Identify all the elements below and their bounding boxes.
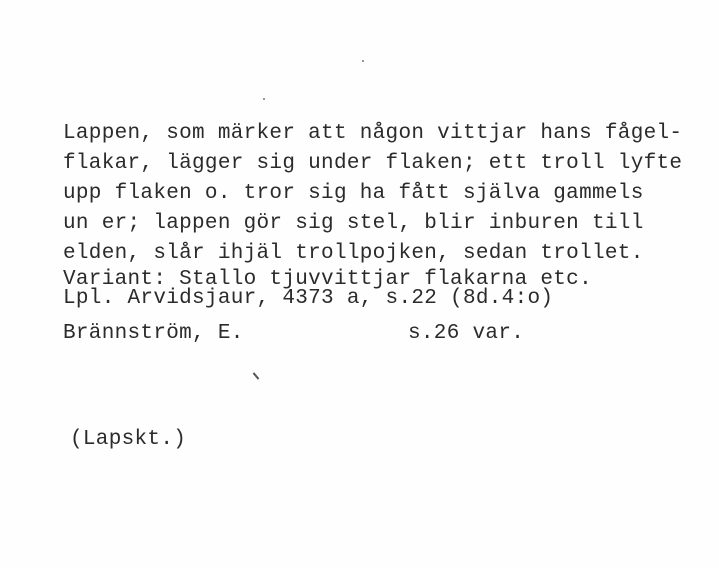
- ink-tick-mark: [253, 372, 260, 379]
- collector-name: Brännström, E.: [63, 322, 244, 345]
- body-line-2: flakar, lägger sig under flaken; ett troll lyfte: [63, 152, 683, 175]
- page-reference: s.26 var.: [408, 322, 525, 345]
- body-line-5: elden, slår ihjäl trollpojken, sedan trollet.: [63, 242, 644, 265]
- source-line: Lpl. Arvidsjaur, 4373 a, s.22 (8d.4:o): [63, 287, 554, 310]
- body-line-4: un er; lappen gör sig stel, blir inburen till: [63, 212, 644, 235]
- ink-speck: [362, 60, 364, 62]
- category-label: (Lapskt.): [70, 428, 187, 451]
- ink-speck: [263, 98, 265, 100]
- variant-line: Variant: Stallo tjuvvittjar flakarna etc.: [63, 268, 592, 291]
- body-line-3: upp flaken o. tror sig ha fått själva gammels: [63, 182, 644, 205]
- body-line-1: Lappen, som märker att någon vittjar hans fågel-: [63, 122, 683, 145]
